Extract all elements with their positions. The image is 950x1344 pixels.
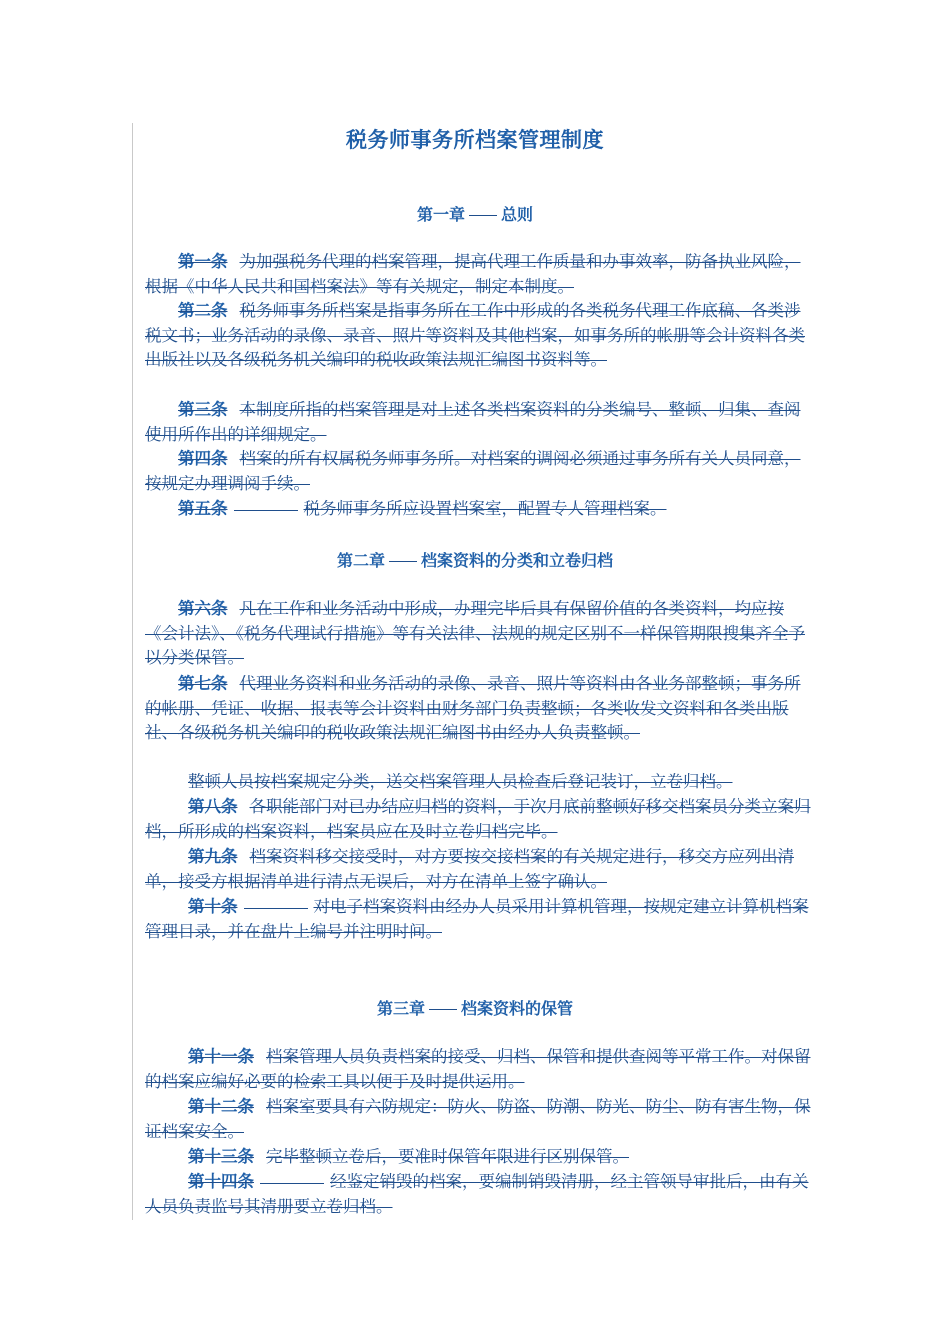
article-label: 第十三条 bbox=[188, 1147, 254, 1166]
article-text: 税务师事务所档案是指事务所在工作中形成的各类税务代理工作底稿、各类涉税文书；业务活动的录像、录音、照片等资料及其他档案，如事务所的帐册等会计资料各类出版社以及各级税务机关编印的税收政策法规汇编图书资料等。 bbox=[145, 301, 805, 369]
article-9 bbox=[145, 845, 815, 894]
document-title: 税务师事务所档案管理制度 bbox=[346, 128, 604, 152]
article-8 bbox=[145, 795, 815, 844]
article-text: 凡在工作和业务活动中形成，办理完毕后具有保留价值的各类资料，均应按《会计法》、《税务代理试行措施》等有关法律、法规的规定区别不一样保管期限搜集齐全予以分类保管。 bbox=[145, 599, 805, 667]
article-label: 第六条 bbox=[178, 599, 228, 618]
article-11 bbox=[145, 1045, 815, 1094]
article-text: 完毕整顿立卷后，要准时保管年限进行区别保管。 bbox=[266, 1147, 629, 1166]
article-label: 第二条 bbox=[178, 301, 228, 320]
article-label: 第十二条 bbox=[188, 1097, 254, 1116]
chapter-heading-1 bbox=[0, 202, 950, 225]
article-text: 税务师事务所应设置档案室，配置专人管理档案。 bbox=[303, 499, 667, 518]
article-label: 第三条 bbox=[178, 400, 228, 419]
article-text: 各职能部门对已办结应归档的资料，于次月底前整顿好移交档案员分类立案归档，所形成的档案资料，档案员应在及时立卷归档完毕。 bbox=[145, 797, 811, 841]
article-label: 第九条 bbox=[188, 847, 238, 866]
article-label: 第十条 bbox=[188, 897, 238, 916]
article-6 bbox=[145, 597, 815, 671]
article-text: 档案资料移交接受时，对方要按交接档案的有关规定进行，移交方应列出清单，接受方根据清单进行清点无误后，对方在清单上签字确认。 bbox=[145, 847, 794, 891]
chapter-number: 第一章 bbox=[416, 205, 465, 224]
article-10 bbox=[145, 895, 815, 944]
article-14 bbox=[145, 1170, 815, 1219]
chapter-heading-2 bbox=[0, 548, 950, 571]
chapter-heading-3 bbox=[0, 996, 950, 1019]
article-text: 档案管理人员负责档案的接受、归档、保管和提供查阅等平常工作。对保留的档案应编好必要的检索工具以便于及时提供运用。 bbox=[145, 1047, 811, 1091]
article-text: 整顿人员按档案规定分类，送交档案管理人员检查后登记装订，立卷归档。 bbox=[188, 772, 733, 791]
article-label: 第十四条 bbox=[188, 1172, 254, 1191]
article-text: 为加强税务代理的档案管理，提高代理工作质量和办事效率，防备执业风险，根据《中华人民共和国档案法》等有关规定，制定本制度。 bbox=[145, 252, 801, 296]
article-5 bbox=[145, 497, 815, 522]
article-text: 本制度所指的档案管理是对上述各类档案资料的分类编号、整顿、归集、查阅使用所作出的详细规定。 bbox=[145, 400, 801, 444]
article-label: 第十一条 bbox=[188, 1047, 254, 1066]
article-4 bbox=[145, 447, 815, 496]
article-text: 档案的所有权属税务师事务所。对档案的调阅必须通过事务所有关人员同意，按规定办理调阅手续。 bbox=[145, 449, 801, 493]
article-label: 第七条 bbox=[178, 674, 228, 693]
article-label: 第五条 bbox=[178, 499, 228, 518]
article-label: 第四条 bbox=[178, 449, 228, 468]
article-1 bbox=[145, 250, 815, 299]
article-12 bbox=[145, 1095, 815, 1144]
article-text: 对电子档案资料由经办人员采用计算机管理，按规定建立计算机档案管理目录，并在盘片上编号并注明时间。 bbox=[145, 897, 809, 941]
article-7-continued bbox=[145, 770, 815, 795]
article-3 bbox=[145, 398, 815, 447]
page-margin-line bbox=[132, 123, 133, 1220]
article-label: 第八条 bbox=[188, 797, 238, 816]
chapter-name: 档案资料的分类和立卷归档 bbox=[421, 551, 614, 570]
article-label: 第一条 bbox=[178, 252, 228, 271]
article-7 bbox=[145, 672, 815, 746]
chapter-name: 总则 bbox=[501, 205, 534, 224]
article-2 bbox=[145, 299, 815, 373]
article-text: 档案室要具有六防规定：防火、防盗、防潮、防光、防尘、防有害生物，保证档案安全。 bbox=[145, 1097, 811, 1141]
chapter-name: 档案资料的保管 bbox=[461, 999, 574, 1018]
article-13 bbox=[145, 1145, 815, 1170]
chapter-number: 第二章 bbox=[336, 551, 385, 570]
article-text: 经鉴定销毁的档案，要编制销毁清册，经主管领导审批后，由有关人员负责监号其清册要立卷归档。 bbox=[145, 1172, 809, 1216]
chapter-number: 第三章 bbox=[376, 999, 425, 1018]
article-text: 代理业务资料和业务活动的录像、录音、照片等资料由各业务部整顿；事务所的帐册、凭证、收据、报表等会计资料由财务部门负责整顿；各类收发文资料和各类出版社、各级税务机关编印的税收政策法规汇编图书由经办人负责整顿。 bbox=[145, 674, 801, 742]
